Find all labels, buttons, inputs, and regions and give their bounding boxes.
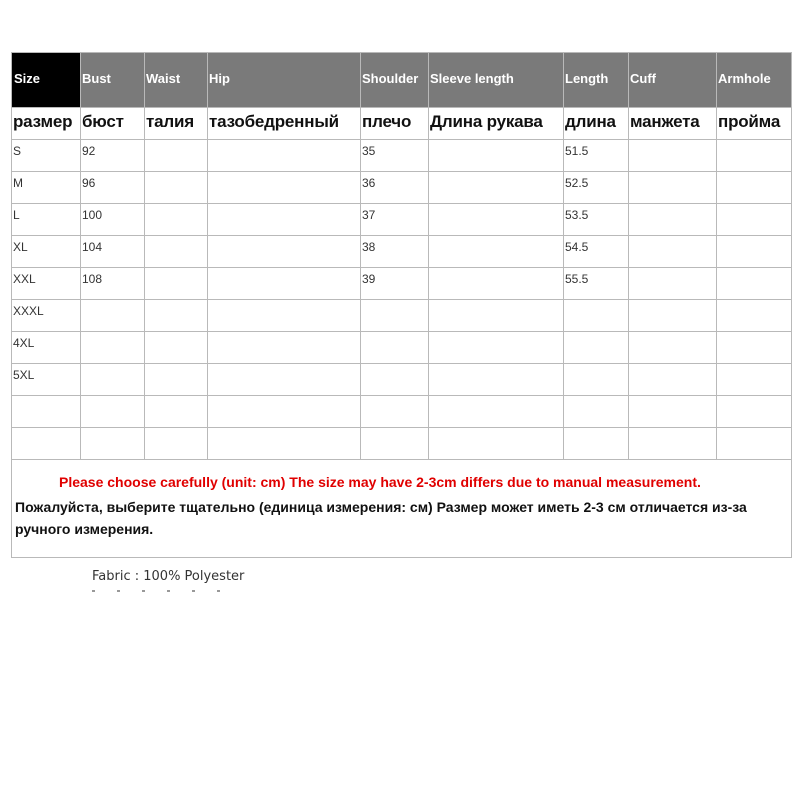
cell-size: XXL: [12, 268, 81, 300]
cell-hip: [208, 300, 361, 332]
cell-length: [564, 332, 629, 364]
cell-armhole: [717, 268, 792, 300]
cell-bust: [81, 364, 145, 396]
cell-shoulder: 37: [361, 204, 429, 236]
cell-length: [564, 364, 629, 396]
table-row: [12, 396, 792, 428]
cell-bust: [81, 396, 145, 428]
cell-bust: [81, 428, 145, 460]
cell-waist: [145, 140, 208, 172]
cell-waist: [145, 300, 208, 332]
cell-cuff: [629, 140, 717, 172]
cell-size: S: [12, 140, 81, 172]
header-ru-cuff: манжета: [629, 108, 717, 140]
cell-armhole: [717, 236, 792, 268]
cell-length: 53.5: [564, 204, 629, 236]
cell-bust: 108: [81, 268, 145, 300]
header-ru-shoulder: плечо: [361, 108, 429, 140]
cell-size: M: [12, 172, 81, 204]
table-row: [12, 300, 792, 332]
header-cuff: Cuff: [629, 53, 717, 108]
header-length: Length: [564, 53, 629, 108]
header-ru-armhole: пройма: [717, 108, 792, 140]
cell-sleeve-length: [429, 332, 564, 364]
cell-hip: [208, 204, 361, 236]
header-ru-size: размер: [12, 108, 81, 140]
cell-length: 55.5: [564, 268, 629, 300]
header-ru-sleeve-length: Длина рукава: [429, 108, 564, 140]
cell-waist: [145, 332, 208, 364]
header-armhole: Armhole: [717, 53, 792, 108]
cell-hip: [208, 140, 361, 172]
cell-cuff: [629, 268, 717, 300]
cell-waist: [145, 364, 208, 396]
header-row-en: [12, 53, 792, 108]
cell-armhole: [717, 172, 792, 204]
cell-shoulder: 35: [361, 140, 429, 172]
cell-shoulder: [361, 364, 429, 396]
table-row: [12, 204, 792, 236]
cell-bust: 96: [81, 172, 145, 204]
note-english: Please choose carefully (unit: cm) The size may have 2-3cm differs due to manual measurement.: [59, 474, 701, 490]
note-russian: Пожалуйста, выберите тщательно (единица измерения: см) Размер может иметь 2-3 см отличается из-за ручного измерения.: [15, 499, 747, 537]
header-ru-length: длина: [564, 108, 629, 140]
cell-cuff: [629, 172, 717, 204]
cell-length: [564, 300, 629, 332]
cell-size: XXXL: [12, 300, 81, 332]
cell-hip: [208, 172, 361, 204]
cell-length: 54.5: [564, 236, 629, 268]
cell-sleeve-length: [429, 140, 564, 172]
header-ru-hip: тазобедренный: [208, 108, 361, 140]
cell-armhole: [717, 428, 792, 460]
cell-armhole: [717, 300, 792, 332]
cell-waist: [145, 204, 208, 236]
note-row: [12, 460, 792, 558]
header-bust: Bust: [81, 53, 145, 108]
cell-shoulder: [361, 300, 429, 332]
cell-cuff: [629, 364, 717, 396]
cell-hip: [208, 364, 361, 396]
cell-sleeve-length: [429, 300, 564, 332]
cell-shoulder: 36: [361, 172, 429, 204]
cell-length: [564, 396, 629, 428]
cell-shoulder: [361, 396, 429, 428]
cell-sleeve-length: [429, 236, 564, 268]
header-row-ru: [12, 108, 792, 140]
cell-shoulder: [361, 332, 429, 364]
cell-hip: [208, 332, 361, 364]
cell-shoulder: 39: [361, 268, 429, 300]
cell-size: XL: [12, 236, 81, 268]
cell-cuff: [629, 332, 717, 364]
cell-waist: [145, 236, 208, 268]
cell-length: 52.5: [564, 172, 629, 204]
table-row: [12, 428, 792, 460]
table-row: [12, 268, 792, 300]
cell-length: 51.5: [564, 140, 629, 172]
cell-bust: 100: [81, 204, 145, 236]
table-row: [12, 332, 792, 364]
cell-armhole: [717, 204, 792, 236]
header-shoulder: Shoulder: [361, 53, 429, 108]
cell-shoulder: [361, 428, 429, 460]
cell-cuff: [629, 300, 717, 332]
cell-cuff: [629, 396, 717, 428]
cell-bust: 104: [81, 236, 145, 268]
cell-length: [564, 428, 629, 460]
cell-hip: [208, 396, 361, 428]
fabric-info: Fabric : 100% Polyester: [92, 569, 245, 584]
table-row: [12, 364, 792, 396]
note-cell: [12, 460, 792, 558]
size-table: [11, 52, 792, 558]
cell-sleeve-length: [429, 364, 564, 396]
cropped-text-fragment: [92, 590, 242, 595]
cell-shoulder: 38: [361, 236, 429, 268]
cell-waist: [145, 396, 208, 428]
cell-size: [12, 396, 81, 428]
table-row: [12, 140, 792, 172]
cell-size: L: [12, 204, 81, 236]
cell-cuff: [629, 204, 717, 236]
cell-sleeve-length: [429, 204, 564, 236]
cell-sleeve-length: [429, 396, 564, 428]
cell-cuff: [629, 428, 717, 460]
cell-armhole: [717, 140, 792, 172]
cell-size: [12, 428, 81, 460]
cell-waist: [145, 172, 208, 204]
cell-sleeve-length: [429, 268, 564, 300]
header-hip: Hip: [208, 53, 361, 108]
cell-hip: [208, 236, 361, 268]
cell-bust: 92: [81, 140, 145, 172]
table-row: [12, 172, 792, 204]
cell-bust: [81, 300, 145, 332]
cell-sleeve-length: [429, 428, 564, 460]
header-ru-waist: талия: [145, 108, 208, 140]
cell-cuff: [629, 236, 717, 268]
cell-armhole: [717, 396, 792, 428]
header-ru-bust: бюст: [81, 108, 145, 140]
cell-size: 4XL: [12, 332, 81, 364]
cell-armhole: [717, 364, 792, 396]
header-sleeve-length: Sleeve length: [429, 53, 564, 108]
cell-sleeve-length: [429, 172, 564, 204]
cell-bust: [81, 332, 145, 364]
header-waist: Waist: [145, 53, 208, 108]
cell-waist: [145, 268, 208, 300]
size-chart: [11, 52, 791, 558]
cell-size: 5XL: [12, 364, 81, 396]
cell-hip: [208, 268, 361, 300]
cell-hip: [208, 428, 361, 460]
table-row: [12, 236, 792, 268]
header-size: Size: [12, 53, 81, 108]
cell-armhole: [717, 332, 792, 364]
cell-waist: [145, 428, 208, 460]
